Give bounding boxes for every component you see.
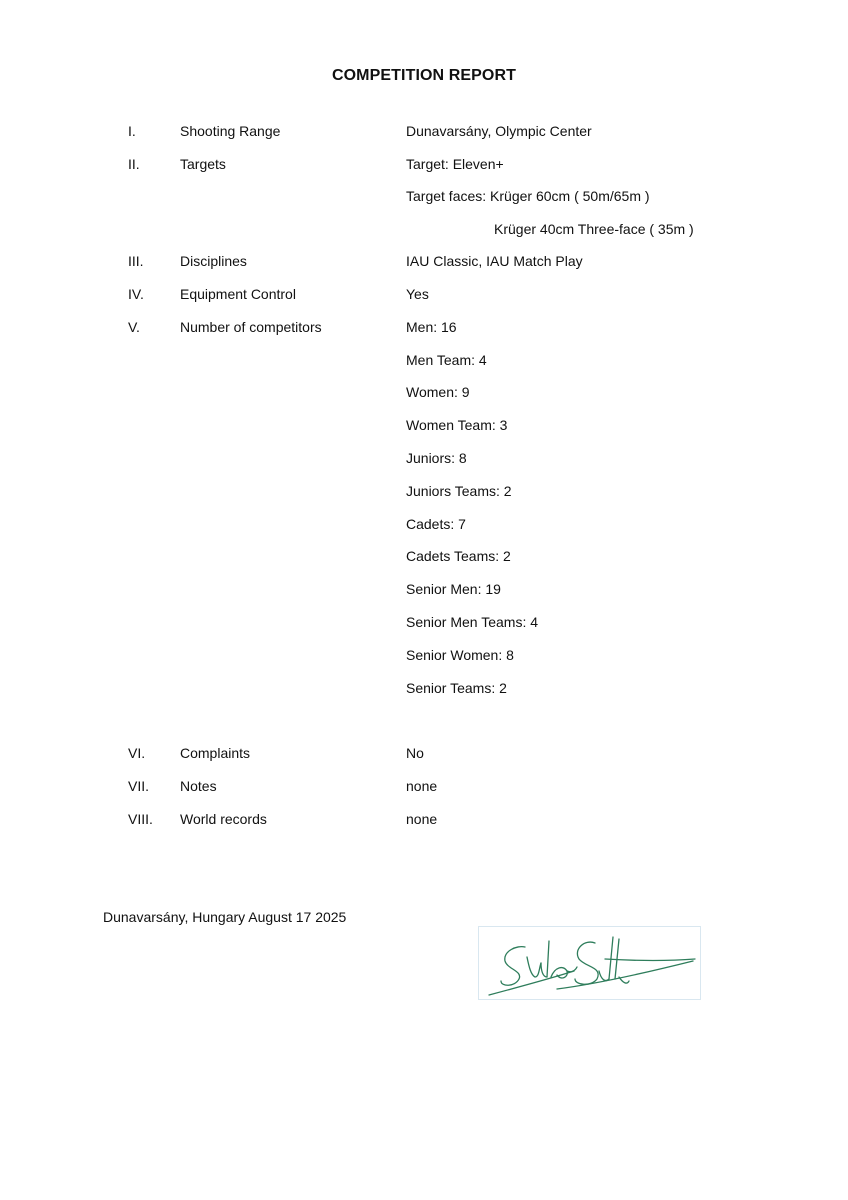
section-value: none (406, 778, 438, 794)
section-label: Notes (180, 778, 217, 794)
section-number: VI. (128, 745, 146, 761)
competitor-count: Juniors Teams: 2 (406, 483, 512, 499)
section-label: Number of competitors (180, 319, 322, 335)
section-value: none (406, 811, 438, 827)
signature-box (478, 926, 701, 1000)
section-number: V. (128, 319, 140, 335)
competitor-count: Senior Teams: 2 (406, 680, 507, 696)
signature-strokes (489, 937, 695, 995)
section-value: Dunavarsány, Olympic Center (406, 123, 592, 139)
section-number: III. (128, 253, 144, 269)
section-value: IAU Classic, IAU Match Play (406, 253, 583, 269)
section-label: Shooting Range (180, 123, 281, 139)
competitor-count: Men Team: 4 (406, 352, 487, 368)
competitor-count: Men: 16 (406, 319, 457, 335)
section-label: Complaints (180, 745, 251, 761)
competitor-count: Cadets: 7 (406, 516, 466, 532)
section-value: No (406, 745, 424, 761)
section-label: World records (180, 811, 267, 827)
competitor-count: Senior Men: 19 (406, 581, 501, 597)
section-label: Equipment Control (180, 286, 296, 302)
competitor-count: Senior Women: 8 (406, 647, 514, 663)
competitor-count: Senior Men Teams: 4 (406, 614, 539, 630)
section-number: I. (128, 123, 136, 139)
section-number: II. (128, 156, 140, 172)
section-value: Target faces: Krüger 60cm ( 50m/65m ) (406, 188, 650, 204)
competitor-count: Women: 9 (406, 384, 470, 400)
section-label: Targets (180, 156, 226, 172)
competitor-count: Cadets Teams: 2 (406, 548, 511, 564)
signature-image (479, 927, 702, 1001)
section-number: IV. (128, 286, 144, 302)
section-value: Yes (406, 286, 429, 302)
section-number: VIII. (128, 811, 153, 827)
section-value: Krüger 40cm Three-face ( 35m ) (494, 221, 694, 237)
page-title: COMPETITION REPORT (331, 67, 517, 84)
competitor-count: Women Team: 3 (406, 417, 508, 433)
section-value: Target: Eleven+ (406, 156, 504, 172)
section-number: VII. (128, 778, 150, 794)
place-date: Dunavarsány, Hungary August 17 2025 (103, 909, 347, 925)
section-label: Disciplines (180, 253, 247, 269)
competitor-count: Juniors: 8 (406, 450, 467, 466)
